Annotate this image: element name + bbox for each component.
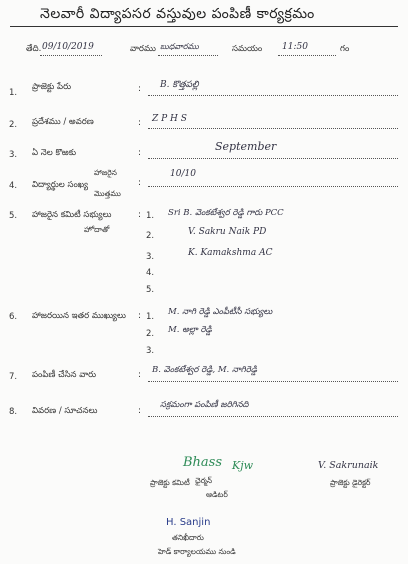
member-number: 3. (146, 252, 155, 262)
time-label: సమయం (232, 44, 263, 54)
member-signature: Kjw (232, 459, 254, 472)
row-number: 2. (9, 120, 18, 130)
member-number: 2. (146, 231, 155, 241)
colon: : (138, 118, 142, 128)
colon: : (138, 210, 142, 220)
director-signature: V. Sakrunaik (318, 460, 379, 471)
colon: : (138, 370, 142, 380)
inspector-signature: H. Sanjin (166, 517, 211, 528)
colon: : (138, 406, 142, 416)
row-label-remarks: వివరణ / సూచనలు (32, 406, 98, 416)
dotted-line (148, 416, 398, 417)
students-value: 10/10 (170, 169, 196, 179)
member-value: K. Kamakshma AC (188, 248, 273, 258)
office-label: హెడ్ కార్యాలయము నుండి (158, 547, 236, 556)
date-line (40, 55, 102, 56)
row-label-distributed-by: పంపిణీ చేసిన వారు (32, 370, 97, 380)
row-label-month: ఏ నెల కొఱకు (32, 148, 77, 158)
row-label-location: ప్రదేశము / అవరణ (32, 117, 94, 127)
colon: : (138, 148, 142, 158)
dotted-line (148, 381, 398, 382)
director-label: ప్రాజెక్టు డైరెక్టర్ (330, 478, 371, 487)
row-number: 4. (9, 181, 18, 191)
day-line (158, 55, 218, 56)
present-label: హాజరైన (94, 168, 117, 177)
time-suffix: గం (340, 44, 350, 54)
designation-label: హోదాతో (84, 225, 110, 234)
member-value: V. Sakru Naik PD (188, 227, 267, 237)
colon: : (138, 84, 142, 94)
other-value: M. అల్లా రెడ్డి (168, 325, 212, 335)
other-number: 2. (146, 329, 155, 339)
row-number: 7. (9, 372, 18, 382)
time-line (278, 55, 336, 56)
dotted-line (148, 158, 398, 159)
chairman-signature: Bhass (183, 455, 223, 470)
date-value: 09/10/2019 (42, 42, 94, 52)
inspector-label: తనిఖీదారు (172, 533, 204, 542)
total-label: మొత్తము (94, 189, 121, 198)
row-number: 3. (9, 150, 18, 160)
member-number: 1. (146, 211, 155, 221)
date-label: తేది. (26, 44, 42, 54)
auditor-label: ఆడిటర్ (206, 490, 228, 499)
location-value: Z P H S (152, 114, 187, 124)
title-rule (10, 26, 398, 27)
dotted-line (148, 95, 398, 96)
row-label-others: హాజరయిన ఇతర ముఖ్యులు (32, 311, 126, 321)
row-label-committee: హాజరైన కమిటీ సభ్యులు (32, 210, 112, 220)
document-title: నెలవారీ విద్యాపసర వస్తువుల పంపిణీ కార్యక్రమం (40, 6, 315, 22)
row-number: 6. (9, 312, 18, 322)
other-number: 3. (146, 346, 155, 356)
chairman-label: ఛైర్మన్ (195, 476, 213, 485)
row-label-project: ప్రాజెక్టు పేరు (32, 82, 72, 92)
project-name-value: B. కొత్తపల్లి (160, 80, 199, 90)
colon: : (138, 311, 142, 321)
time-value: 11:50 (282, 42, 308, 52)
member-value: Sri B. వెంకటేశ్వర రెడ్డి గారు PCC (168, 208, 284, 218)
committee-label: ప్రాజెక్టు కమిటీ (150, 478, 190, 487)
colon: : (138, 178, 142, 188)
dotted-line (148, 186, 398, 187)
distributed-by-value: B. వెంకటేశ్వర రెడ్డి, M. నాగిరెడ్డి (152, 365, 258, 375)
day-label: వారము (130, 44, 156, 54)
other-number: 1. (146, 312, 155, 322)
member-number: 4. (146, 268, 155, 278)
row-number: 1. (9, 88, 18, 98)
day-value: బుధవారము (160, 42, 199, 51)
month-value: September (215, 140, 277, 153)
member-number: 5. (146, 285, 155, 295)
row-number: 5. (9, 211, 18, 221)
dotted-line (148, 128, 398, 129)
row-label-students: విద్యార్థుల సంఖ్య (32, 180, 88, 190)
row-number: 8. (9, 407, 18, 417)
remarks-value: సక్రమంగా పంపిణీ జరిగినది (160, 400, 249, 410)
other-value: M. నాగి రెడ్డి ఎంపీటీసీ సభ్యులు (168, 307, 273, 317)
